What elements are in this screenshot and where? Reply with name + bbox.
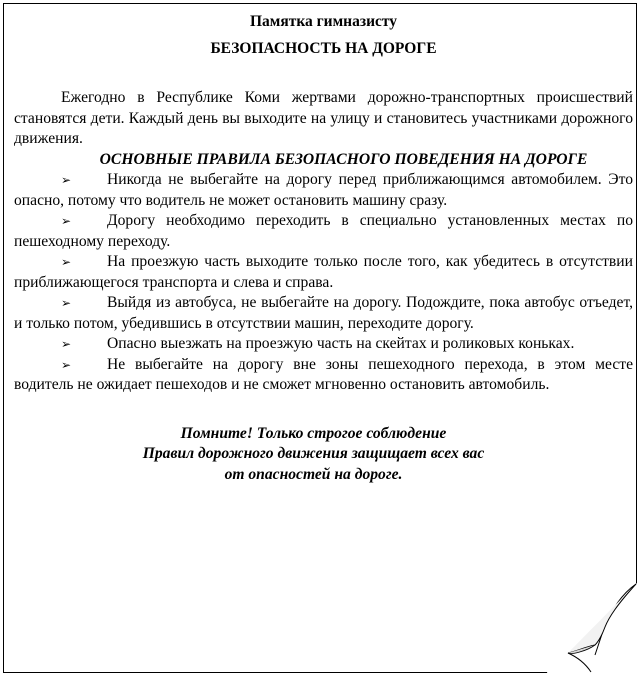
rule-item bbox=[14, 170, 633, 211]
rule-text: Никогда не выбегайте на дорогу перед приближающимся автомобилем. Это опасно, потому что водитель не может остановить машину сразу. bbox=[14, 171, 633, 209]
arrow-bullet-icon: ➢ bbox=[61, 214, 72, 228]
reminder-line: Помните! Только строгое соблюдение bbox=[180, 424, 447, 442]
rule-text: Выйдя из автобуса, не выбегайте на дорогу. Подождите, пока автобус отъедет, и только потом, убедившись в отсутствии машин, переходите дорогу. bbox=[14, 294, 633, 332]
arrow-bullet-icon: ➢ bbox=[61, 296, 72, 310]
rule-text: Опасно выезжать на проезжую часть на скейтах и роликовых коньках. bbox=[107, 335, 575, 352]
rule-text: Не выбегайте на дорогу вне зоны пешеходного перехода, в этом месте водитель не ожидает пешеходов и не сможет мгновенно остановить автомобиль. bbox=[14, 355, 633, 393]
rule-item bbox=[14, 211, 633, 252]
memo-page bbox=[3, 3, 637, 673]
rule-item bbox=[14, 355, 633, 396]
intro-paragraph: Ежегодно в Республике Коми жертвами дорожно-транспортных происшествий становятся дети. Каждый день вы выходите на улицу и становитесь участниками дорожного движения. bbox=[14, 89, 633, 147]
memo-subtitle: БЕЗОПАСНОСТЬ НА ДОРОГЕ bbox=[210, 39, 437, 57]
rules-list bbox=[14, 170, 633, 396]
arrow-bullet-icon: ➢ bbox=[61, 173, 72, 187]
rules-heading: ОСНОВНЫЕ ПРАВИЛА БЕЗОПАСНОГО ПОВЕДЕНИЯ НА ДОРОГЕ bbox=[99, 150, 588, 168]
reminder-block bbox=[14, 424, 633, 486]
memo-content bbox=[14, 10, 633, 485]
reminder-line: Правил дорожного движения защищает всех вас bbox=[142, 445, 485, 462]
rule-text: Дорогу необходимо переходить в специально установленных местах по пешеходному переходу. bbox=[14, 212, 633, 250]
rule-text: На проезжую часть выходите только после того, как убедитесь в отсутствии приближающегося транспорта и слева и справа. bbox=[14, 253, 633, 291]
arrow-bullet-icon: ➢ bbox=[61, 255, 72, 269]
page-curl-icon bbox=[547, 583, 637, 673]
memo-title: Памятка гимназисту bbox=[249, 13, 398, 30]
rule-item bbox=[14, 334, 633, 355]
reminder-line: от опасностей на дороге. bbox=[224, 465, 403, 483]
arrow-bullet-icon: ➢ bbox=[61, 337, 72, 351]
rule-item bbox=[14, 252, 633, 293]
arrow-bullet-icon: ➢ bbox=[61, 357, 72, 372]
rule-item bbox=[14, 293, 633, 334]
